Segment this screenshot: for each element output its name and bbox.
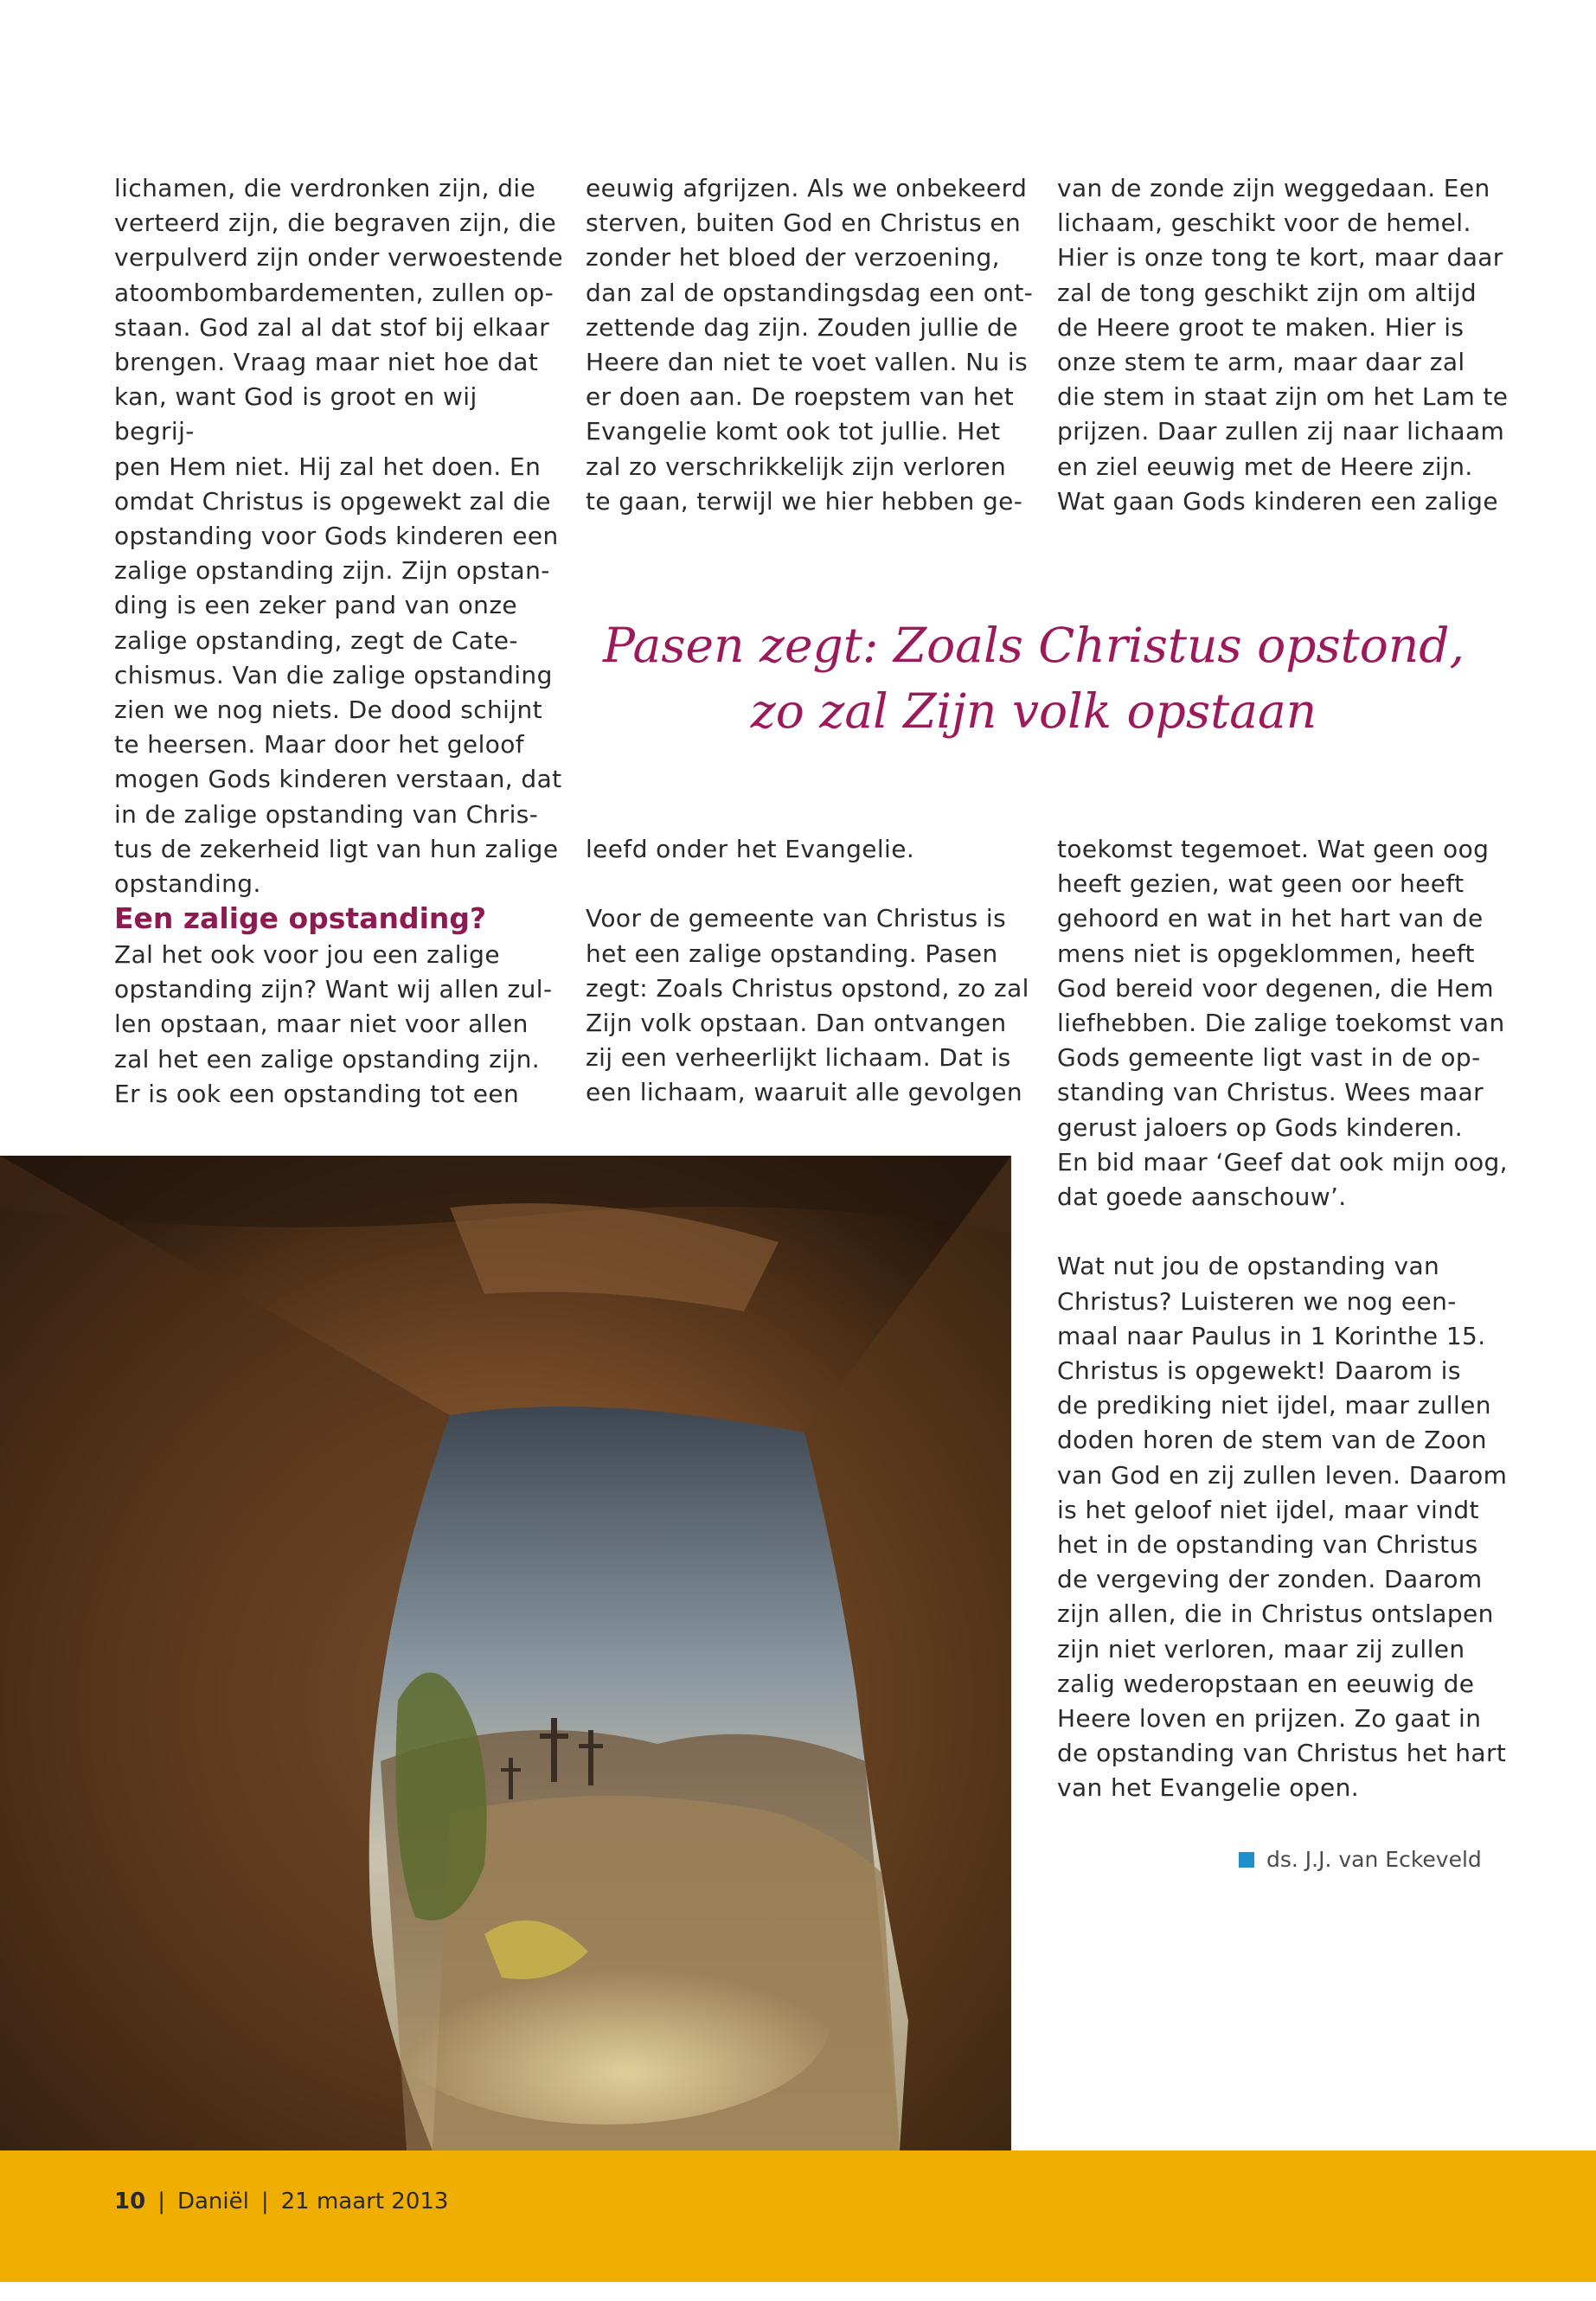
right-column-top-text: van de zonde zijn weggedaan. Een lichaam, geschikt voor de hemel. Hier is onze tong te kort, maar daar zal de tong geschikt zijn om altijd de Heere groot te maken. Hier is onze stem te arm, maar daar zal die stem in staat zijn om het Lam te prijzen. Daar zullen zij naar lichaam en ziel eeuwig met de Heere zijn. Wat gaan Gods kinderen een zalige (1057, 174, 1509, 516)
left-column-top-text: lichamen, die verdronken zijn, die verteerd zijn, die begraven zijn, die verpulverd zijn onder verwoestende atoombombardementen, zullen op- staan. God zal al dat stof bij elkaar brengen. Vraag maar niet hoe dat kan, want God is groot en wij begrij- pen Hem niet. Hij zal het doen. En omdat Christus is opgewekt zal die opstanding voor Gods kinderen een zalige opstanding zijn. Zijn opstan- ding is een zeker pand van onze zalige opstanding, zegt de Cate- chismus. Van die zalige opstanding zien we nog niets. De dood schijnt te heersen. Maar door het geloof mogen Gods kinderen verstaan, dat in de zalige opstanding van Chris- tus de zekerheid ligt van hun zalige opstanding. (114, 174, 563, 899)
page-number: 10 (114, 2189, 146, 2214)
footer-separator: | (260, 2189, 269, 2214)
author-name: ds. J.J. van Eckeveld (1266, 1847, 1482, 1872)
section-heading: Een zalige opstanding? (114, 901, 487, 935)
right-column-bottom-text: toekomst tegemoet. Wat geen oog heeft gezien, wat geen oor heeft gehoord en wat in het hart van de mens niet is opgeklommen, heeft God bereid voor degenen, die Hem liefhebben. Die zalige toekomst van Gods gemeente ligt vast in de op- standing van Christus. Wees maar gerust jaloers op Gods kinderen. En bid maar ‘Geef dat ook mijn oog, dat goede aanschouw’. Wat nut jou de opstanding van Christus? Luisteren we nog een- maal naar Paulus in 1 Korinthe 15. Christus is opgewekt! Daarom is de prediking niet ijdel, maar zullen doden horen de stem van de Zoon van God en zij zullen leven. Daarom is het geloof niet ijdel, maar vindt het in de opstanding van Christus de vergeving der zonden. Daarom zijn allen, die in Christus ontslapen zijn niet verloren, maar zij zullen zalig wederopstaan en eeuwig de Heere loven en prijzen. Zo gaat in de opstanding van Christus het hart van het Evangelie open. (1057, 835, 1508, 1803)
author-signature (1239, 1845, 1482, 1875)
tomb-photo (0, 1156, 1011, 2150)
footer-folio (114, 2187, 448, 2216)
left-column-bottom-text: Zal het ook voor jou een zalige opstanding zijn? Want wij allen zul- len opstaan, maar niet voor allen zal het een zalige opstanding zijn. Er is ook een opstanding tot een (114, 940, 553, 1108)
pull-quote: Pasen zegt: Zoals Christus opstond, zo zal Zijn volk opstaan (603, 618, 1465, 739)
bullet-square-icon (1239, 1852, 1254, 1868)
footer-bar (0, 2150, 1596, 2282)
middle-column-top-text: eeuwig afgrijzen. Als we onbekeerd sterven, buiten God en Christus en zonder het bloed der verzoening, dan zal de opstandingsdag een ont- zettende dag zijn. Zouden jullie de Heere dan niet te voet vallen. Nu is er doen aan. De roepstem van het Evangelie komt ook tot jullie. Het zal zo verschrikkelijk zijn verloren te gaan, terwijl we hier hebben ge- (586, 174, 1034, 516)
issue-date: 21 maart 2013 (280, 2189, 449, 2214)
middle-column-bottom-text: leefd onder het Evangelie. Voor de gemeente van Christus is het een zalige opstanding. Pasen zegt: Zoals Christus opstond, zo zal Zijn volk opstaan. Dan ontvangen zij een verheerlijkt lichaam. Dat is een lichaam, waaruit alle gevolgen (586, 835, 1029, 1107)
publication-name: Daniël (176, 2189, 249, 2214)
footer-separator: | (157, 2189, 165, 2214)
